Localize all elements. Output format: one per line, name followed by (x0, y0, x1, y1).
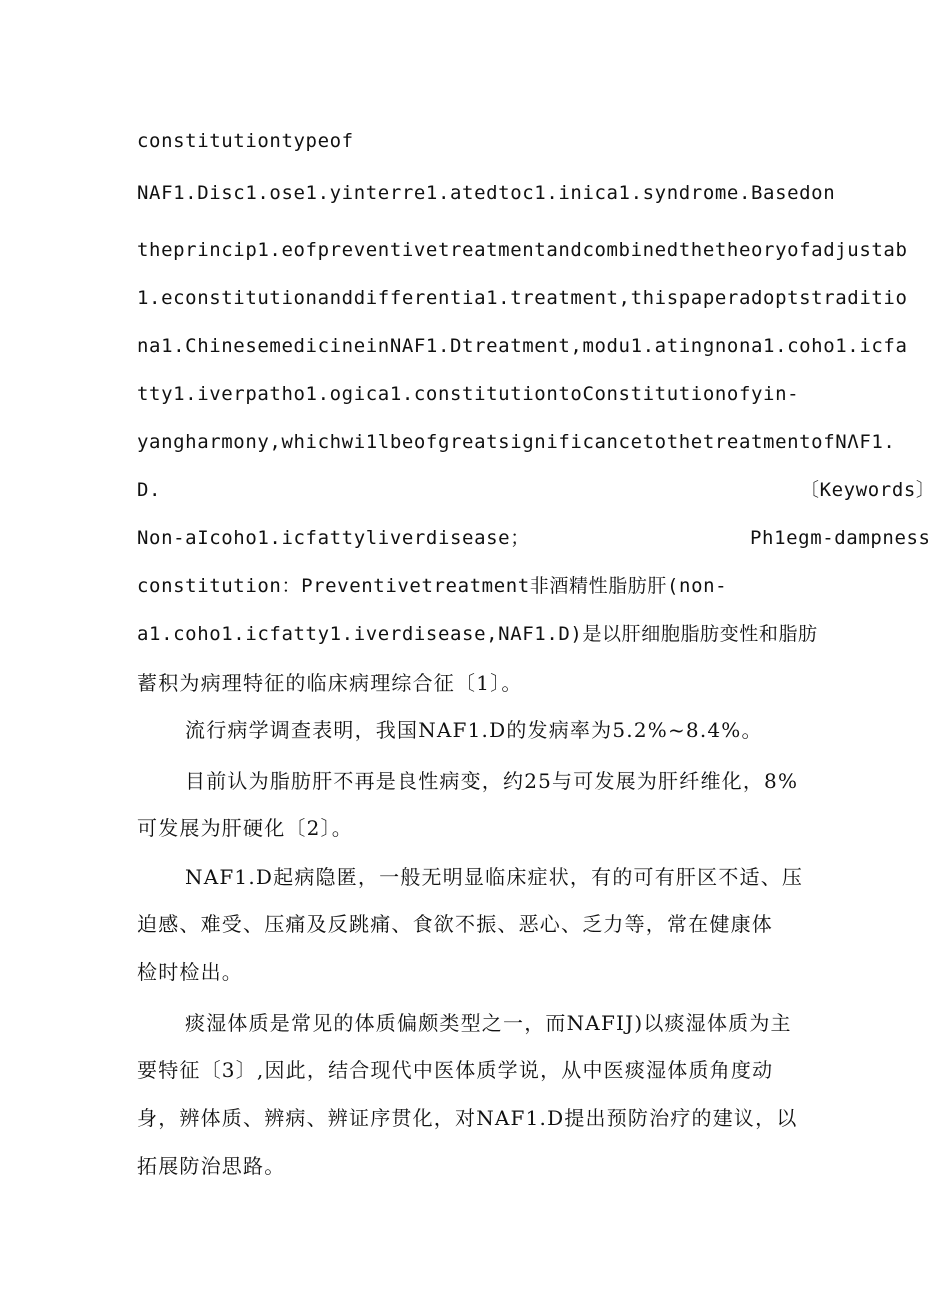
keywords-label: 〔Keywords〕 (800, 479, 936, 501)
text-line-1: constitutiontypeof (137, 130, 354, 152)
text-line-2: NAF1.Disc1.ose1.yinterre1.atedtoc1.inica1.syndrome.Basedon (137, 182, 836, 204)
text-line-3: theprincip1.eofpreventivetreatmentandcombinedthetheoryofadjustab (137, 239, 908, 261)
text-line-5: na1.ChinesemedicineinNAF1.Dtreatment,modu1.atingnona1.coho1.icfa (137, 335, 908, 357)
text-line-4: 1.econstitutionanddifferentia1.treatment,thispaperadoptstraditio (137, 287, 908, 309)
text-line-7: yangharmony,whichwi1lbeofgreatsignificancetothetreatmentofNΛF1. (137, 431, 896, 453)
text-line-13: 流行病学调查表明，我国NAF1.D的发病率为5.2%~8.4%。 (185, 718, 763, 742)
text-line-9 (137, 525, 931, 551)
text-line-12: 蓄积为病理特征的临床病理综合征〔1〕。 (137, 671, 523, 695)
text-line-11: a1.coho1.icfatty1.iverdisease,NAF1.D)是以肝细胞脂肪变性和脂肪 (137, 623, 818, 645)
text-line-21: 身，辨体质、辨病、辨证序贯化，对NAF1.D提出预防治疗的建议，以 (137, 1106, 798, 1130)
text-line-15: 可发展为肝硬化〔2〕。 (137, 816, 353, 840)
keyword-nafld: Non-aIcoho1.icfattyliverdisease； (137, 527, 530, 549)
text-line-22: 拓展防治思路。 (137, 1154, 286, 1178)
text-line-20: 要特征〔3〕,因此，结合现代中医体质学说，从中医痰湿体质角度动 (137, 1058, 774, 1082)
text-line-14: 目前认为脂肪肝不再是良性病变，约25与可发展为肝纤维化，8% (185, 769, 799, 793)
text-line-19: 痰湿体质是常见的体质偏颇类型之一，而NAFIJ)以痰湿体质为主 (185, 1011, 792, 1035)
text-line-16: NAF1.D起病隐匿，一般无明显临床症状，有的可有肝区不适、压 (185, 865, 804, 889)
text-line-17: 迫感、难受、压痛及反跳痛、食欲不振、恶心、乏力等，常在健康体 (137, 912, 773, 936)
text-line-6: tty1.iverpatho1.ogica1.constitutiontoConstitutionofyin- (137, 383, 800, 405)
text-line-8 (137, 477, 936, 503)
keyword-phlegm-dampness: Ph1egm-dampness (750, 527, 931, 549)
text-line-8-start: D. (137, 479, 162, 501)
text-line-18: 检时检出。 (137, 960, 243, 984)
text-line-10: constitution：Preventivetreatment非酒精性脂肪肝(non- (137, 575, 728, 597)
